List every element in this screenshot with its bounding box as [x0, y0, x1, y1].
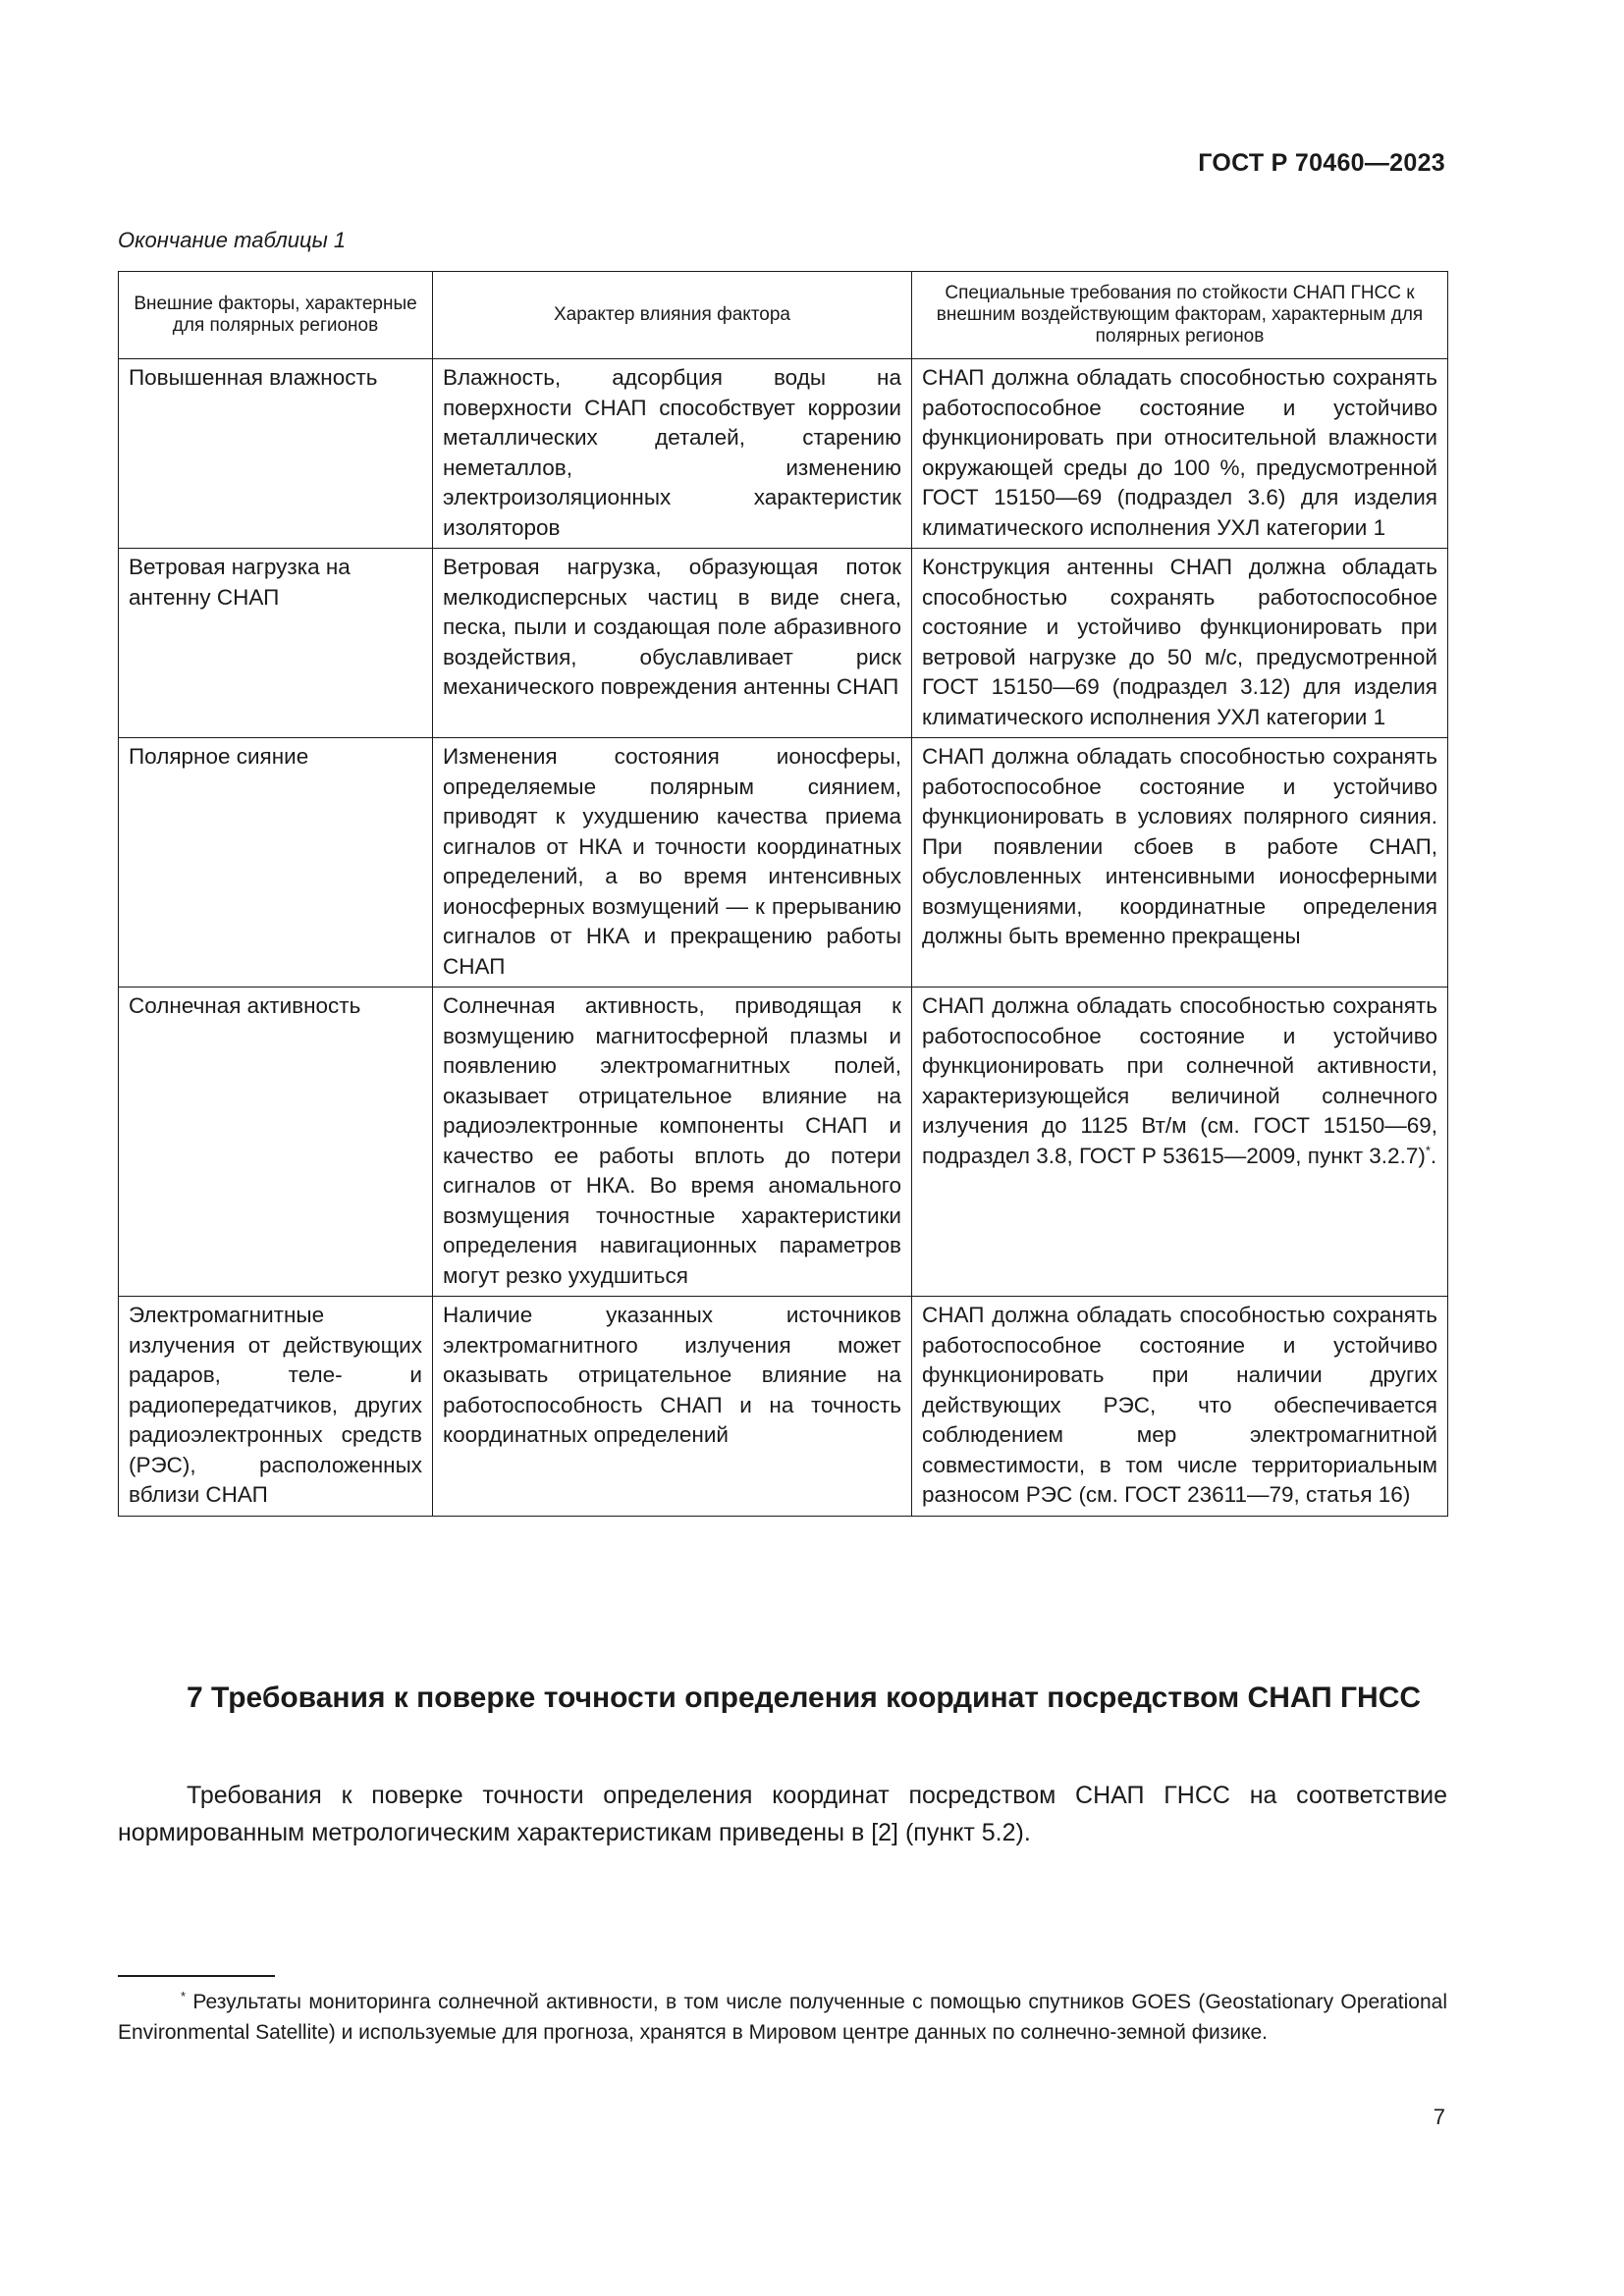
footnote-separator: [118, 1975, 275, 1977]
requirement-cell: Конструкция антенны СНАП должна обладать способностью сохранять работоспособное состояние и устойчиво функционировать при ветровой нагрузке до 50 м/с, предусмотренной ГОСТ 15150—69 (подраздел 3.12) для изделия климатического исполнения УХЛ категории 1: [912, 549, 1448, 738]
column-header-impact: Характер влияния фактора: [433, 272, 912, 359]
factor-cell: Электромагнитные излучения от действующих радаров, теле- и радиопередатчиков, других радиоэлектронных средств (РЭС), расположенных вблизи СНАП: [119, 1297, 433, 1517]
requirement-text: СНАП должна обладать способностью сохранять работоспособное состояние и устойчиво функционировать при солнечной активности, характеризующейся величиной солнечного излучения до 1125 Вт/м (см. ГОСТ 15150—69, подраздел 3.8, ГОСТ Р 53615—2009, пункт 3.2.7): [922, 993, 1437, 1168]
column-header-requirements: Специальные требования по стойкости СНАП ГНСС к внешним воздействующим факторам, характерным для полярных регионов: [912, 272, 1448, 359]
table-row: [119, 549, 1448, 738]
requirements-table: [118, 271, 1448, 1517]
footnote: [118, 1987, 1447, 2048]
requirement-end: .: [1430, 1143, 1437, 1168]
document-code: ГОСТ Р 70460—2023: [1198, 149, 1445, 177]
requirement-cell: СНАП должна обладать способностью сохранять работоспособное состояние и устойчиво функционировать в условиях полярного сияния. При появлении сбоев в работе СНАП, обусловленных интенсивными ионосферными возмущениями, координатные определения должны быть временно прекращены: [912, 738, 1448, 988]
table-row: [119, 359, 1448, 549]
table-row: [119, 988, 1448, 1297]
impact-cell: Ветровая нагрузка, образующая поток мелкодисперсных частиц в виде снега, песка, пыли и создающая поле абразивного воздействия, обуславливает риск механического повреждения антенны СНАП: [433, 549, 912, 738]
factor-cell: Повышенная влажность: [119, 359, 433, 549]
table-header-row: [119, 272, 1448, 359]
impact-cell: Наличие указанных источников электромагнитного излучения может оказывать отрицательное влияние на работоспособность СНАП и на точность координатных определений: [433, 1297, 912, 1517]
section-7-paragraph: Требования к поверке точности определения координат посредством СНАП ГНСС на соответствие нормированным метрологическим характеристикам приведены в [2] (пункт 5.2).: [118, 1782, 1447, 1846]
requirement-cell: [912, 988, 1448, 1297]
section-7-title: 7 Требования к поверке точности определения координат посредством СНАП ГНСС: [187, 1682, 1422, 1714]
table-caption: Окончание таблицы 1: [118, 228, 347, 252]
impact-cell: Солнечная активность, приводящая к возмущению магнитосферной плазмы и появлению электромагнитных полей, оказывает отрицательное влияние на радиоэлектронные компоненты СНАП и качество ее работы вплоть до потери сигналов от НКА. Во время аномального возмущения точностные характеристики определения навигационных параметров могут резко ухудшиться: [433, 988, 912, 1297]
page-number: 7: [1433, 2105, 1445, 2129]
footnote-text: Результаты мониторинга солнечной активности, в том числе полученные с помощью спутников GOES (Geostationary Operational Environmental Satellite) и используемые для прогноза, хранятся в Мировом центре данных по солнечно-земной физике.: [118, 1991, 1447, 2044]
footnote-mark: *: [181, 1989, 187, 2003]
footnote-reference-mark[interactable]: *: [1425, 1143, 1431, 1157]
impact-cell: Изменения состояния ионосферы, определяемые полярным сиянием, приводят к ухудшению качества приема сигналов от НКА и точности координатных определений, а во время интенсивных ионосферных возмущений — к прерыванию сигналов от НКА и прекращению работы СНАП: [433, 738, 912, 988]
column-header-factors: Внешние факторы, характерные для полярных регионов: [119, 272, 433, 359]
factor-cell: Солнечная активность: [119, 988, 433, 1297]
factor-cell: Полярное сияние: [119, 738, 433, 988]
table-row: [119, 1297, 1448, 1517]
requirement-cell: СНАП должна обладать способностью сохранять работоспособное состояние и устойчиво функционировать при относительной влажности окружающей среды до 100 %, предусмотренной ГОСТ 15150—69 (подраздел 3.6) для изделия климатического исполнения УХЛ категории 1: [912, 359, 1448, 549]
table-row: [119, 738, 1448, 988]
requirement-cell: СНАП должна обладать способностью сохранять работоспособное состояние и устойчиво функционировать при наличии других действующих РЭС, что обеспечивается соблюдением мер электромагнитной совместимости, в том числе территориальным разносом РЭС (см. ГОСТ 23611—79, статья 16): [912, 1297, 1448, 1517]
impact-cell: Влажность, адсорбция воды на поверхности СНАП способствует коррозии металлических деталей, старению неметаллов, изменению электроизоляционных характеристик изоляторов: [433, 359, 912, 549]
factor-cell: Ветровая нагрузка на антенну СНАП: [119, 549, 433, 738]
